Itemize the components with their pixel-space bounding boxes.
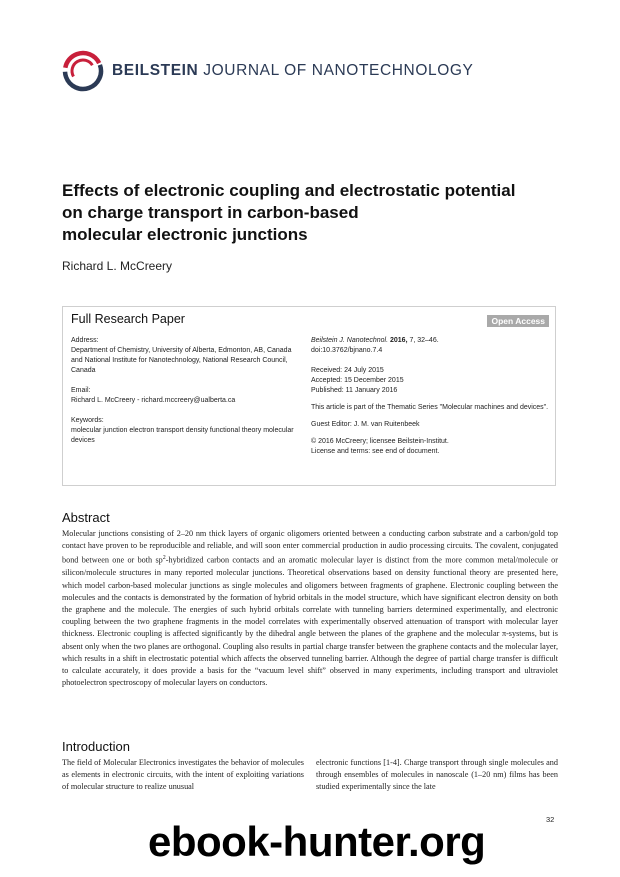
introduction-column-2: electronic functions [1-4]. Charge transport through single molecules and through ensembles of molecules in nanoscale (1–20 nm) films has been studied experimentally since the late [316,758,558,792]
title-line: Effects of electronic coupling and electrostatic potential [62,181,516,200]
abstract-body: Molecular junctions consisting of 2–20 nm thick layers of organic oligomers oriented between a conducting carbon substrate and a carbon/gold top contact have proven to be reproducible and reliable, and will soon enter commercial production in audio processing circuits. The covalent, conjugated bond between one or both $sp^2$-hybridized carbon contacts and an aromatic molecular layer is distinct from the more common metal/molecule or silicon/molecule structures in many reported molecular junctions. Theoretical observations based on density functional theory are presented here, which model carbon-based molecular junctions as single molecules and oligomers between fragments of graphene. Electronic coupling between the molecules and the contacts is demonstrated by the formation of hybrid orbitals in the model structure, which have significant electron density on both the graphene and the molecule. The energies of such hybrid orbitals correlate with tunneling barriers determined experimentally, and electronic coupling between the two graphene fragments in the model correlates with experimentally observed attenuation of transport with molecular layer thickness. Electronic coupling is affected significantly by the dihedral angle between the planes of the graphene and the molecular π-systems, but is absent only when the two planes are orthogonal. Coupling also results in partial charge transfer between the graphene contacts and the molecular layer, which results in a shift in electrostatic potential which affects the observed tunneling barrier. Although the degree of partial charge transfer is difficult to calculate accurately, it does provide a basis for the “vacuum level shift” observed in many experiments, including transport and ultraviolet photoelectron spectroscopy of molecular layers on conductors. [62,529,558,688]
accepted-date: Accepted: 15 December 2015 [311,377,404,384]
thematic-series: This article is part of the Thematic Series "Molecular machines and devices". [311,404,549,411]
guest-editor: Guest Editor: J. M. van Ruitenbeek [311,421,420,428]
watermark-text: ebook-hunter.org [148,818,486,865]
journal-logo [62,50,473,92]
paper-type: Full Research Paper [71,312,185,326]
info-left-column [71,336,303,446]
abstract-heading: Abstract [62,510,110,525]
keywords: molecular junction electron transport density functional theory molecular devices [71,427,294,444]
copyright: © 2016 McCreery; licensee Beilstein-Institut. [311,438,449,445]
address: Department of Chemistry, University of Alberta, Edmonton, AB, Canada and National Institute for Nanotechnology, National Research Council, Canada [71,347,292,374]
published-date: Published: 11 January 2016 [311,387,398,394]
doi-link[interactable]: doi:10.3762/bjnano.7.4 [311,347,383,354]
title-line: molecular electronic junctions [62,225,308,244]
open-access-badge: Open Access [487,315,549,327]
address-label: Address: [71,337,99,344]
introduction-column-1: The field of Molecular Electronics investigates the behavior of molecules as elements in electronic circuits, with the intent of exploiting variations of molecular structure to realize unusual [62,758,304,792]
info-right-column [311,336,551,457]
email[interactable]: Richard L. McCreery - richard.mccreery@ualberta.ca [71,397,236,404]
keywords-label: Keywords: [71,417,104,424]
received-date: Received: 24 July 2015 [311,367,384,374]
author-name: Richard L. McCreery [62,259,173,273]
citation: Beilstein J. Nanotechnol. 2016, 7, 32–46. [311,337,439,344]
article-title [62,180,562,246]
license: License and terms: see end of document. [311,448,440,455]
email-label: Email: [71,387,91,394]
article-info-box [62,306,556,486]
title-line: on charge transport in carbon-based [62,203,359,222]
journal-logo-icon [62,50,104,92]
journal-name: BEILSTEIN JOURNAL OF NANOTECHNOLOGY [112,62,474,79]
introduction-heading: Introduction [62,739,130,754]
page-number: 32 [546,815,555,824]
